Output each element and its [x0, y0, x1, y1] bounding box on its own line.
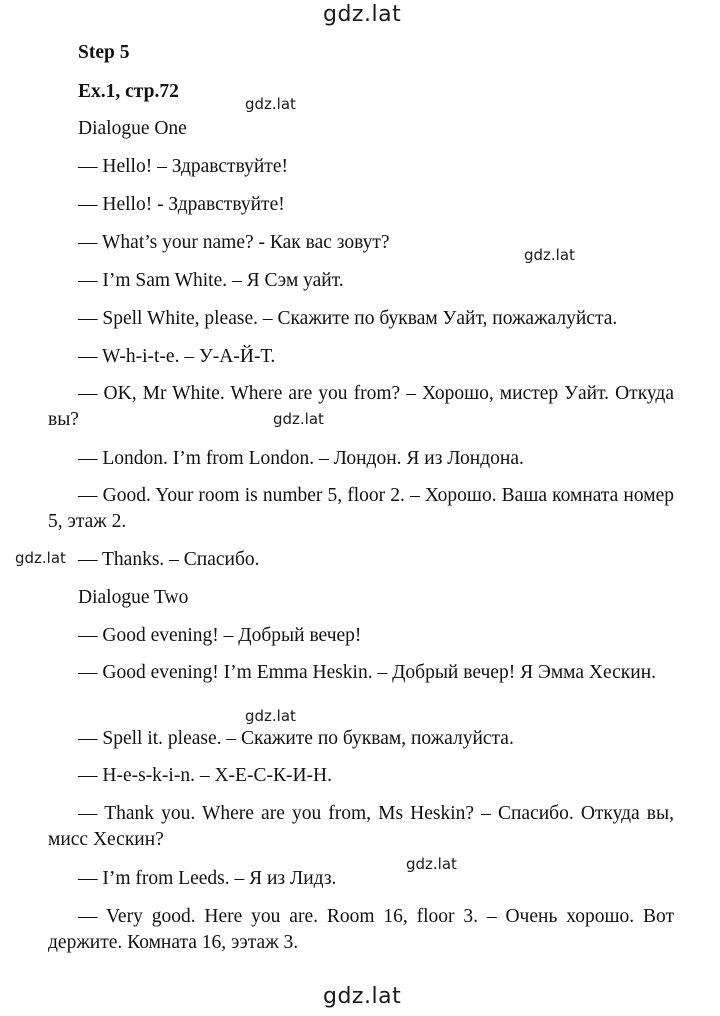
dialogue-line: — Thank you. Where are you from, Ms Heskin? – Спасибо. Откуда вы, мисс Хескин? [48, 803, 674, 850]
watermark-top: gdz.lat [323, 2, 402, 27]
dialogue-line: — W-h-i-t-e. – У-А-Й-Т. [78, 346, 276, 367]
dialogue-line: — OK, Mr White. Where are you from? – Хорошо, мистер Уайт. Откуда вы? [48, 383, 674, 430]
watermark-inline: gdz.lat [406, 855, 457, 873]
watermark-inline: gdz.lat [524, 246, 575, 264]
dialogue-line: — H-e-s-k-i-n. – Х-Е-С-К-И-Н. [78, 765, 332, 786]
dialogue-line: — Very good. Here you are. Room 16, floor 3. – Очень хорошо. Вот держите. Комната 16, ээтаж 3. [48, 906, 674, 953]
dialogue-one-title: Dialogue One [78, 118, 187, 139]
step-heading: Step 5 [78, 42, 130, 63]
dialogue-line: — Spell it. please. – Скажите по буквам, пожалуйста. [78, 728, 514, 749]
dialogue-two-title: Dialogue Two [78, 587, 189, 608]
dialogue-line: — Good. Your room is number 5, floor 2. – Хорошо. Ваша комната номер 5, этаж 2. [48, 485, 674, 532]
dialogue-line: — Good evening! I’m Emma Heskin. – Добрый вечер! Я Эмма Хескин. [78, 662, 657, 683]
dialogue-line: — I’m Sam White. – Я Сэм уайт. [78, 270, 344, 291]
exercise-heading: Ex.1, стр.72 [78, 81, 179, 102]
dialogue-line: — Hello! – Здравствуйте! [78, 156, 288, 177]
dialogue-line: — Thanks. – Спасибо. [78, 549, 260, 570]
dialogue-line: — Good evening! – Добрый вечер! [78, 625, 362, 646]
watermark-inline: gdz.lat [273, 410, 324, 428]
watermark-inline: gdz.lat [245, 95, 296, 113]
watermark-inline: gdz.lat [15, 549, 66, 567]
dialogue-line: — London. I’m from London. – Лондон. Я из Лондона. [78, 448, 524, 469]
dialogue-line: — I’m from Leeds. – Я из Лидз. [78, 868, 337, 889]
watermark-bottom: gdz.lat [323, 984, 402, 1009]
watermark-inline: gdz.lat [245, 707, 296, 725]
dialogue-line: — What’s your name? - Как вас зовут? [78, 232, 390, 253]
dialogue-line: — Hello! - Здравствуйте! [78, 194, 285, 215]
dialogue-line: — Spell White, please. – Скажите по буквам Уайт, пожажалуйста. [78, 308, 618, 329]
